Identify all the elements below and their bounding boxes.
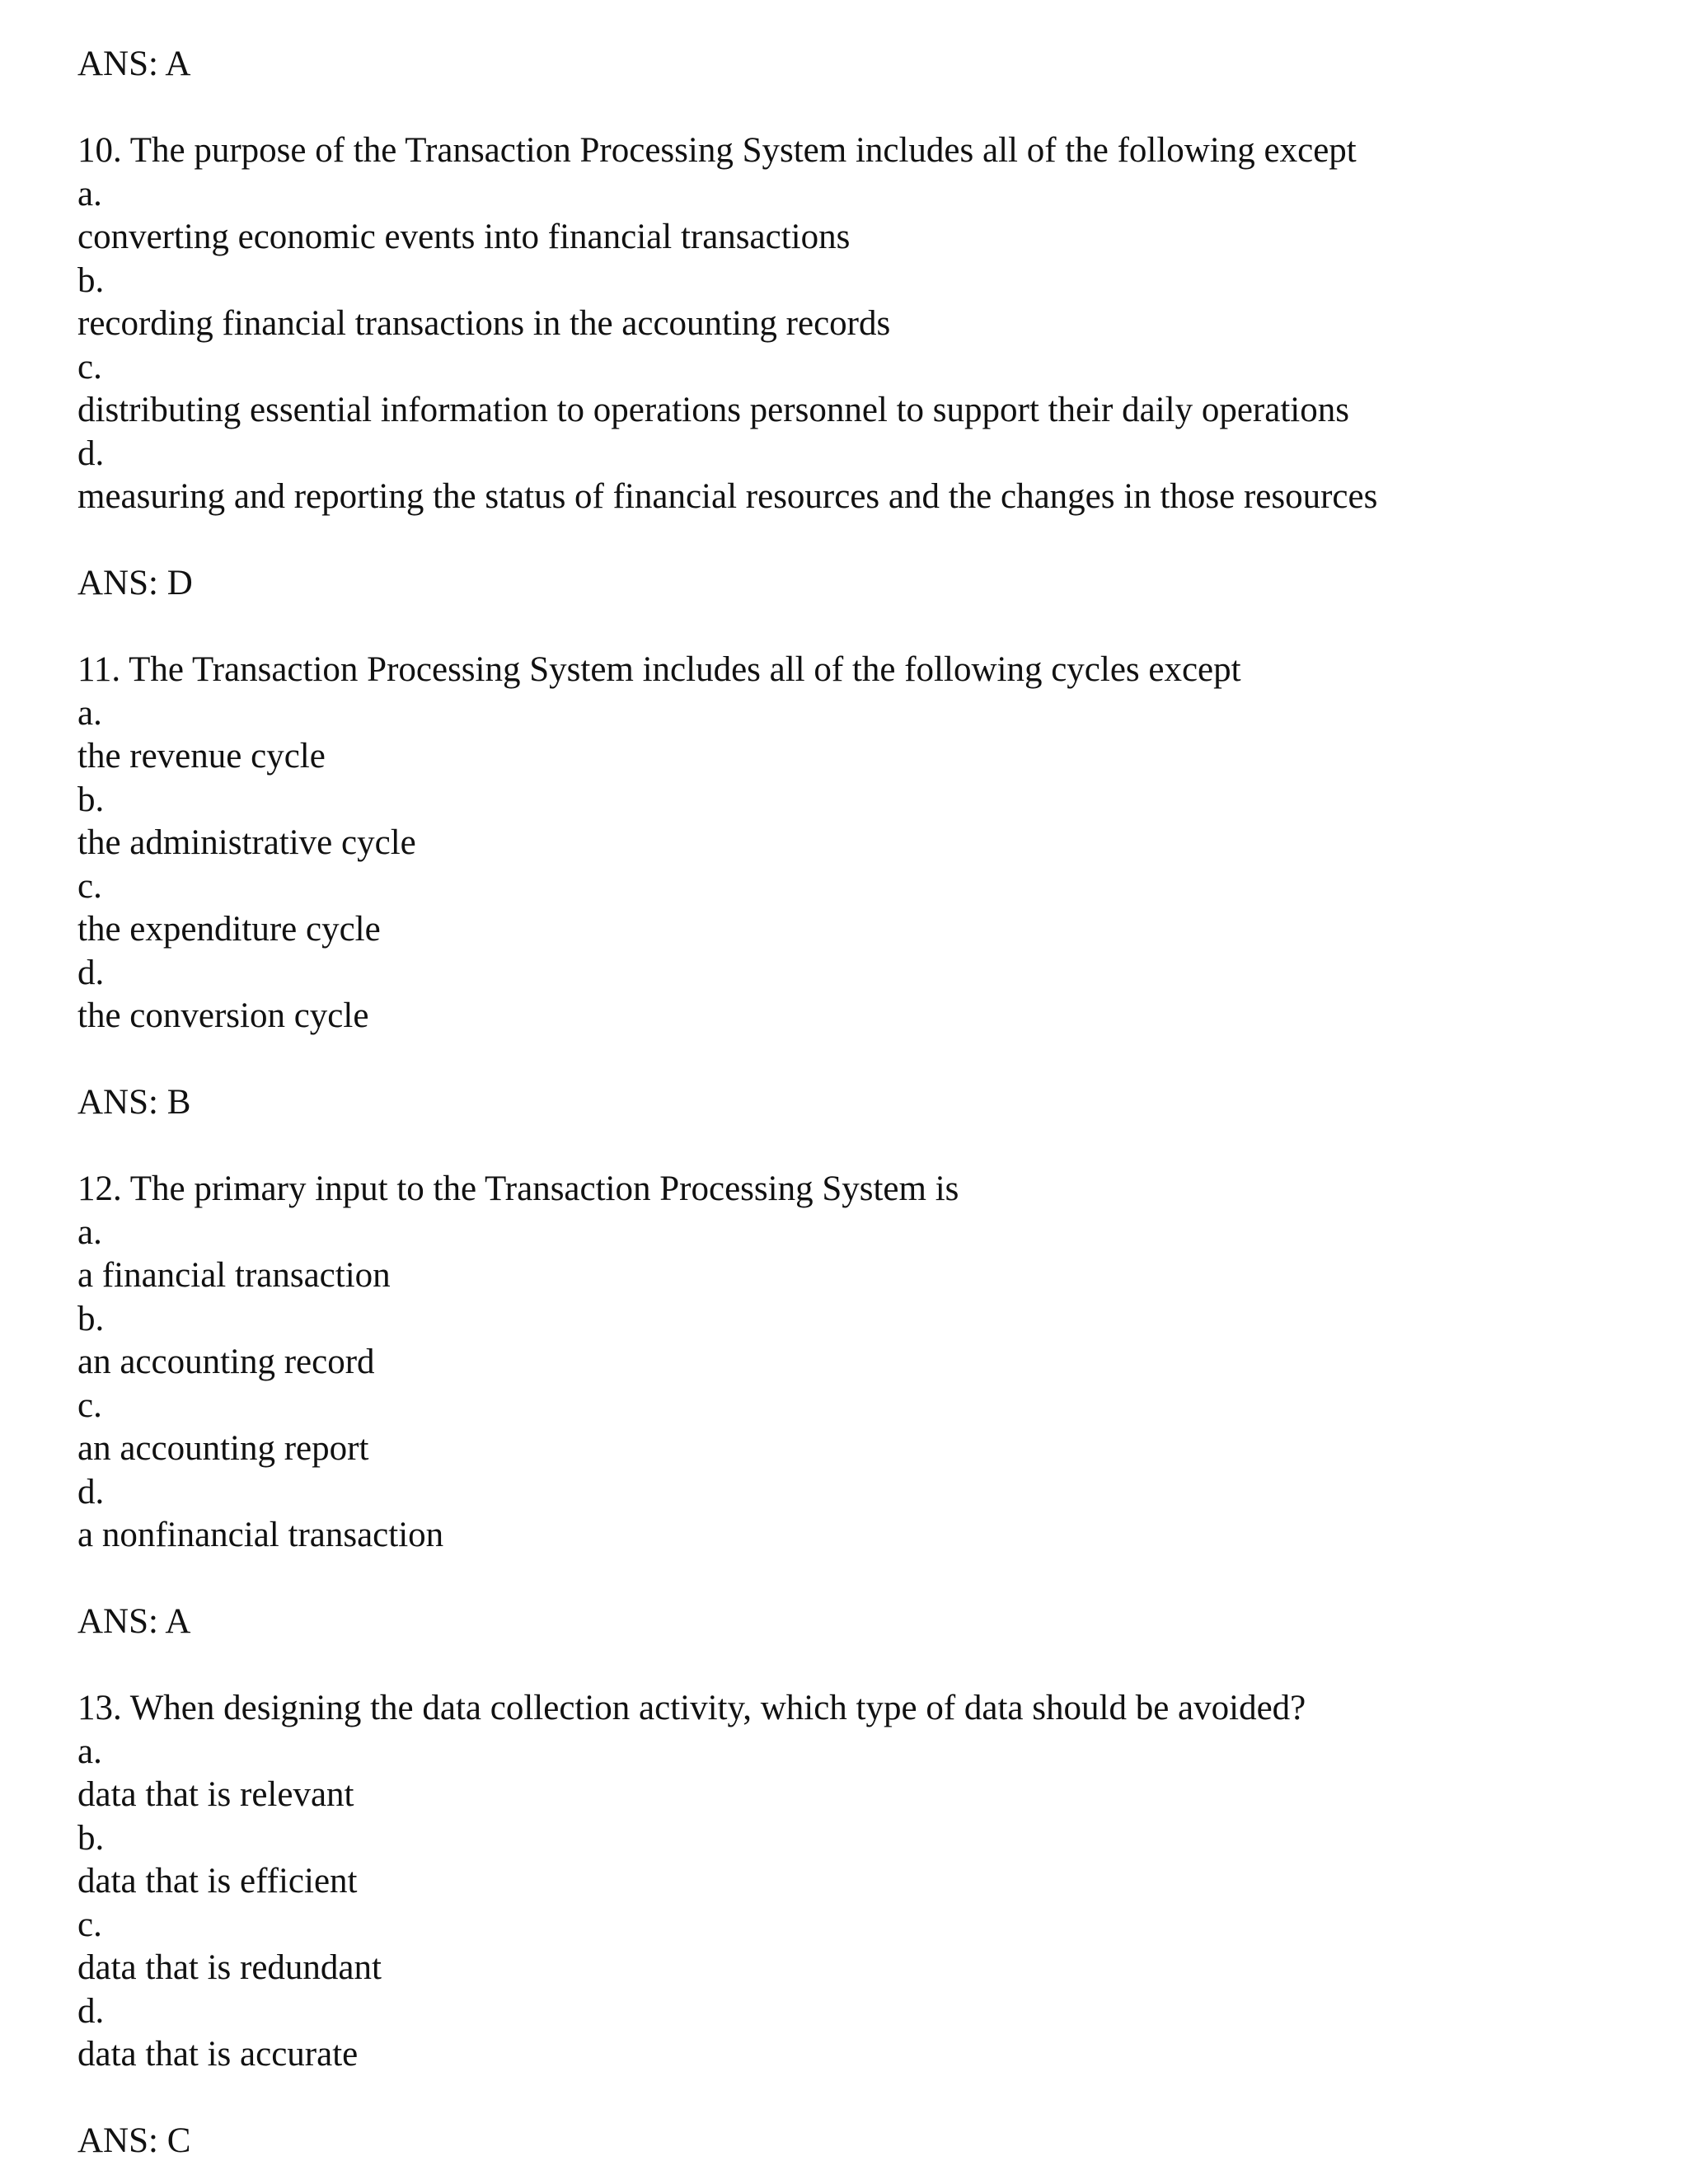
option-text: an accounting record [77, 1343, 375, 1381]
option-text: distributing essential information to operations personnel to support their daily operations [77, 391, 1349, 429]
option-text: data that is accurate [77, 2035, 359, 2074]
option-letter: c. [77, 1386, 102, 1425]
option-letter: b. [77, 1819, 105, 1858]
answer-line: ANS: C [77, 2121, 191, 2160]
option-letter: d. [77, 434, 105, 473]
answer-line: ANS: A [77, 45, 191, 83]
option-text: converting economic events into financial transactions [77, 218, 851, 256]
option-letter: c. [77, 1905, 102, 1944]
option-letter: d. [77, 1473, 105, 1511]
option-text: the expenditure cycle [77, 910, 381, 949]
option-text: data that is efficient [77, 1862, 358, 1900]
option-letter: c. [77, 867, 102, 906]
option-letter: b. [77, 261, 105, 300]
option-text: recording financial transactions in the accounting records [77, 304, 891, 343]
question-stem: 13. When designing the data collection activity, which type of data should be avoided? [77, 1689, 1306, 1727]
option-text: the revenue cycle [77, 737, 326, 776]
option-text: a financial transaction [77, 1256, 391, 1295]
question-stem: 12. The primary input to the Transaction Processing System is [77, 1169, 959, 1208]
option-letter: a. [77, 694, 102, 733]
option-text: the administrative cycle [77, 823, 416, 862]
option-text: measuring and reporting the status of financial resources and the changes in those resources [77, 477, 1378, 516]
answer-line: ANS: B [77, 1083, 191, 1122]
option-letter: d. [77, 954, 105, 992]
option-letter: d. [77, 1992, 105, 2031]
option-letter: a. [77, 175, 102, 213]
question-stem: 10. The purpose of the Transaction Processing System includes all of the following except [77, 131, 1357, 170]
option-letter: c. [77, 348, 102, 387]
option-text: a nonfinancial transaction [77, 1516, 444, 1554]
option-letter: a. [77, 1213, 102, 1252]
option-text: the conversion cycle [77, 996, 369, 1035]
option-text: an accounting report [77, 1429, 369, 1468]
option-letter: b. [77, 1300, 105, 1338]
option-text: data that is relevant [77, 1775, 354, 1814]
question-stem: 11. The Transaction Processing System includes all of the following cycles except [77, 650, 1241, 689]
option-letter: a. [77, 1732, 102, 1771]
option-letter: b. [77, 780, 105, 819]
option-text: data that is redundant [77, 1948, 382, 1987]
answer-line: ANS: D [77, 564, 193, 602]
answer-line: ANS: A [77, 1602, 191, 1641]
